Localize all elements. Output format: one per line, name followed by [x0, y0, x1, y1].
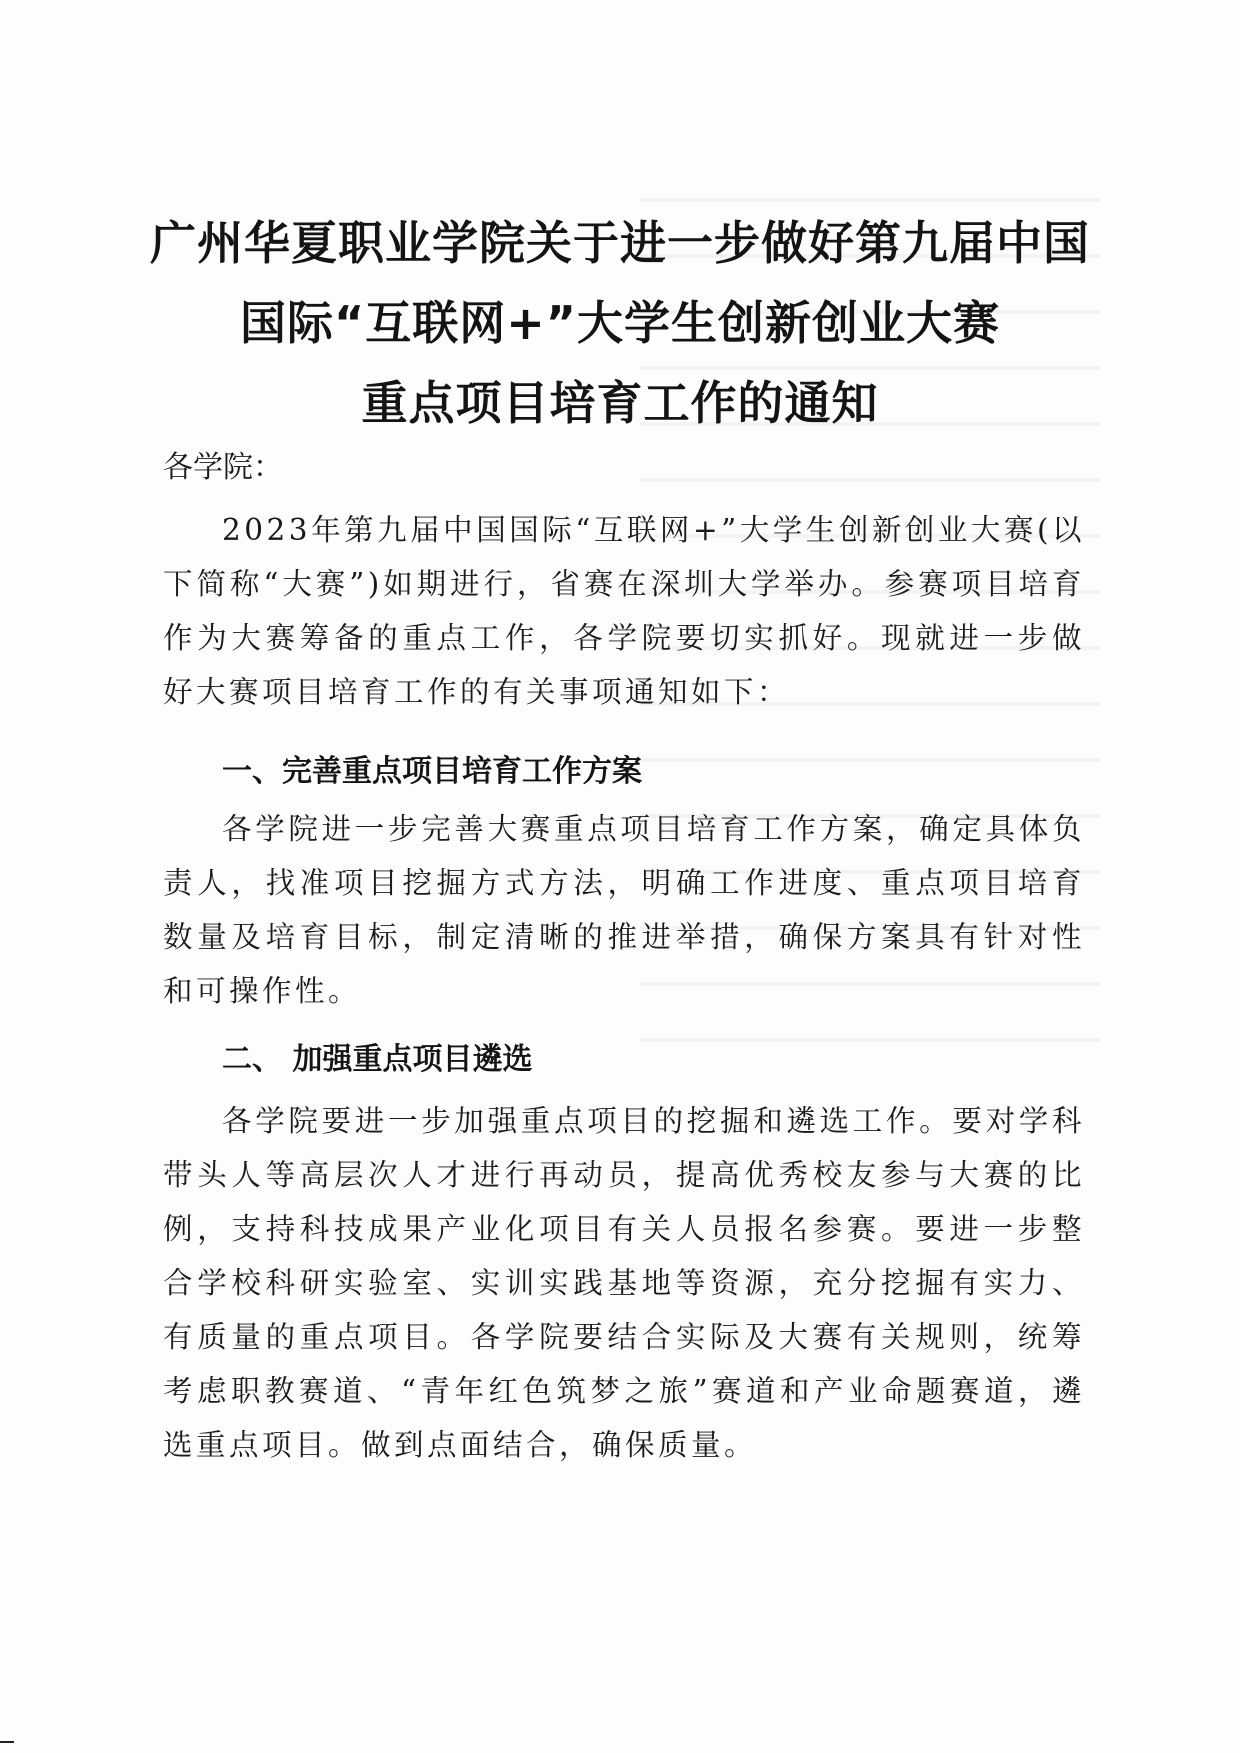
section-body-2: 各学院要进一步加强重点项目的挖掘和遴选工作。要对学科带头人等高层次人才进行再动员，提高优秀校友参与大赛的比例，支持科技成果产业化项目有关人员报名参赛。要进一步整合学校科研实验室、实训实践基地等资源，充分挖掘有实力、有质量的重点项目。各学院要结合实际及大赛有关规则，统筹考虑职教赛道、“青年红色筑梦之旅”赛道和产业命题赛道，遴选重点项目。做到点面结合，确保质量。	[163, 1104, 1085, 1462]
title-line-2: 国际“互联网+”大学生创新创业大赛	[239, 296, 1000, 350]
title-line-3: 重点项目培育工作的通知	[361, 376, 879, 430]
intro-paragraph: 2023年第九届中国国际“互联网+”大学生创新创业大赛(以下简称“大赛”)如期进行，省赛在深圳大学举办。参赛项目培育作为大赛筹备的重点工作，各学院要切实抓好。现就进一步做好大赛项目培育工作的有关事项通知如下：	[163, 513, 1085, 709]
section-body-1: 各学院进一步完善大赛重点项目培育工作方案，确定具体负责人，找准项目挖掘方式方法，明确工作进度、重点项目培育数量及培育目标，制定清晰的推进举措，确保方案具有针对性和可操作性。	[163, 812, 1085, 1008]
title-line-1: 广州华夏职业学院关于进一步做好第九届中国	[150, 216, 1090, 270]
section-heading-1: 一、完善重点项目培育工作方案	[222, 754, 642, 789]
section-heading-2: 二、 加强重点项目遴选	[222, 1042, 533, 1077]
salutation: 各学院：	[163, 450, 283, 485]
scan-edge-mark	[0, 1741, 14, 1743]
